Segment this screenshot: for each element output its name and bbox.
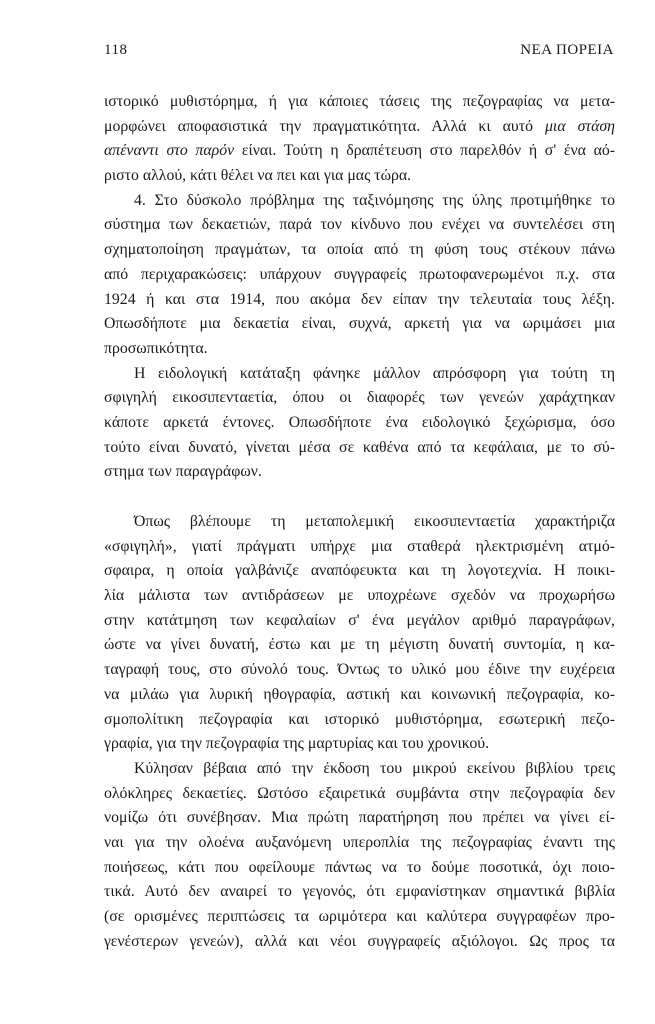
text-line: ολόκληρες δεκαετίες. Ωστόσο εξαιρετικά συμβάντα στην πεζογραφία δεν xyxy=(104,784,615,802)
text-line: κάποτε αρκετά έντονες. Οπωσδήποτε ένα ειδολογικό ξεχώρισμα, όσο xyxy=(104,413,615,431)
text-line: να μιλάω για λυρική ηθογραφία, αστική και κοινωνική πεζογραφία, κο- xyxy=(104,685,615,703)
text-line: στην κατάτμηση των κεφαλαίων σ' ένα μεγάλον αριθμό παραγράφων, xyxy=(104,611,615,629)
text-line: τικά. Αυτό δεν αναιρεί το γεγονός, ότι εμφανίστηκαν σημαντικά βιβλία xyxy=(104,883,615,901)
text-line: σχηματοποίηση πραγμάτων, τα οποία από τη φύση τους στέκουν πάνω xyxy=(104,241,615,259)
text-line: «σφιγηλή», γιατί πράγματι υπήρχε μια σταθερά ηλεκτρισμένη ατμό- xyxy=(104,537,615,555)
text-line: τούτο είναι δυνατό, γίνεται μέσα σε καθένα από τα κεφάλαια, με το σύ- xyxy=(104,438,615,456)
text-line: από περιχαρακώσεις: υπάρχουν συγγραφείς πρωτοφανερωμένοι π.χ. στα xyxy=(104,265,615,283)
text-line: 1924 ή και στα 1914, που ακόμα δεν είπαν την τελευταία τους λέξη. xyxy=(104,290,615,308)
text-line: ριστο αλλού, κάτι θέλει να πει και για μας τώρα. xyxy=(104,167,412,185)
body-text xyxy=(104,90,615,954)
text-line xyxy=(104,139,615,164)
text-line: ώστε να γίνει δυνατή, έστω και με τη μέγιστη δυνατή συντομία, η κα- xyxy=(104,636,615,654)
text-line: νομίζω ότι συνέβησαν. Μια πρώτη παρατήρηση που πρέπει να γίνει εί- xyxy=(104,809,615,827)
text-run: είναι. Τούτη η δραπέτευση στο παρελθόν ή σ' ένα αό- xyxy=(234,142,615,160)
text-line: Η ειδολογική κατάταξη φάνηκε μάλλον απρόσφορη για τούτη τη xyxy=(134,364,615,382)
text-line: σύστημα των δεκαετιών, παρά τον κίνδυνο που ενέχει να συντελέσει στη xyxy=(104,216,615,234)
text-line: Οπωσδήποτε μια δεκαετία είναι, συχνά, αρκετή για να ωριμάσει μια xyxy=(104,315,615,333)
text-line: Κύλησαν βέβαια από την έκδοση του μικρού εκείνου βιβλίου τρεις xyxy=(134,759,615,777)
italic-phrase: απέναντι στο παρόν xyxy=(104,142,235,160)
text-line: ναι για την ολοένα αυξανόμενη υπεροπλία της πεζογραφίας έναντι της xyxy=(104,833,615,851)
text-line: Όπως βλέπουμε τη μεταπολεμική εικοσιπενταετία χαρακτήριζα xyxy=(134,513,615,530)
text-line: ταγραφή τους, στο σύνολό τους. Όντως το υλικό μου έδινε την ευχέρεια xyxy=(104,661,615,679)
text-run: μορφώνει αποφασιστικά την πραγματικότητα. Αλλά κι αυτό xyxy=(104,117,545,135)
text-line: σφαιρα, η οποία γαλβάνιζε αναπόφευκτα και τη λογοτεχνία. Η ποικι- xyxy=(104,562,615,580)
text-line: γραφία, για την πεζογραφία της μαρτυρίας και του χρονικού. xyxy=(104,735,490,753)
text-line: (σε ορισμένες περιπτώσεις τα ωριμότερα και καλύτερα συγγραφέων προ- xyxy=(104,908,615,925)
text-line: προσωπικότητα. xyxy=(104,339,208,357)
text-line: 4. Στο δύσκολο πρόβλημα της ταξινόμησης της ύλης προτιμήθηκε το xyxy=(134,191,615,209)
text-line: ποιήσεως, κάτι που οφείλουμε πάντως να το δούμε ποσοτικά, όχι ποιο- xyxy=(104,858,615,876)
running-title: ΝΕΑ ΠΟΡΕΙΑ xyxy=(520,42,614,58)
section-gap xyxy=(104,485,615,510)
text-line: γενέστερων γενεών), αλλά και νέοι συγγραφείς αξιόλογοι. Ως προς τα xyxy=(104,932,615,950)
text-line xyxy=(104,115,615,140)
text-line: ιστορικό μυθιστόρημα, ή για κάποιες τάσεις της πεζογραφίας να μετα- xyxy=(104,93,615,110)
text-line: σμοπολίτικη πεζογραφία και ιστορικό μυθιστόρημα, εσωτερική πεζο- xyxy=(104,710,615,728)
text-line: λία μάλιστα των αντιδράσεων με υποχρέωνε σχεδόν να προχωρήσω xyxy=(104,587,615,605)
italic-phrase: μια στάση xyxy=(545,117,615,135)
text-line: στημα των παραγράφων. xyxy=(104,463,262,481)
text-line: σφιγηλή εικοσιπενταετία, όπου οι διαφορές των γενεών χαράχτηκαν xyxy=(104,389,615,407)
page-number: 118 xyxy=(104,42,128,58)
